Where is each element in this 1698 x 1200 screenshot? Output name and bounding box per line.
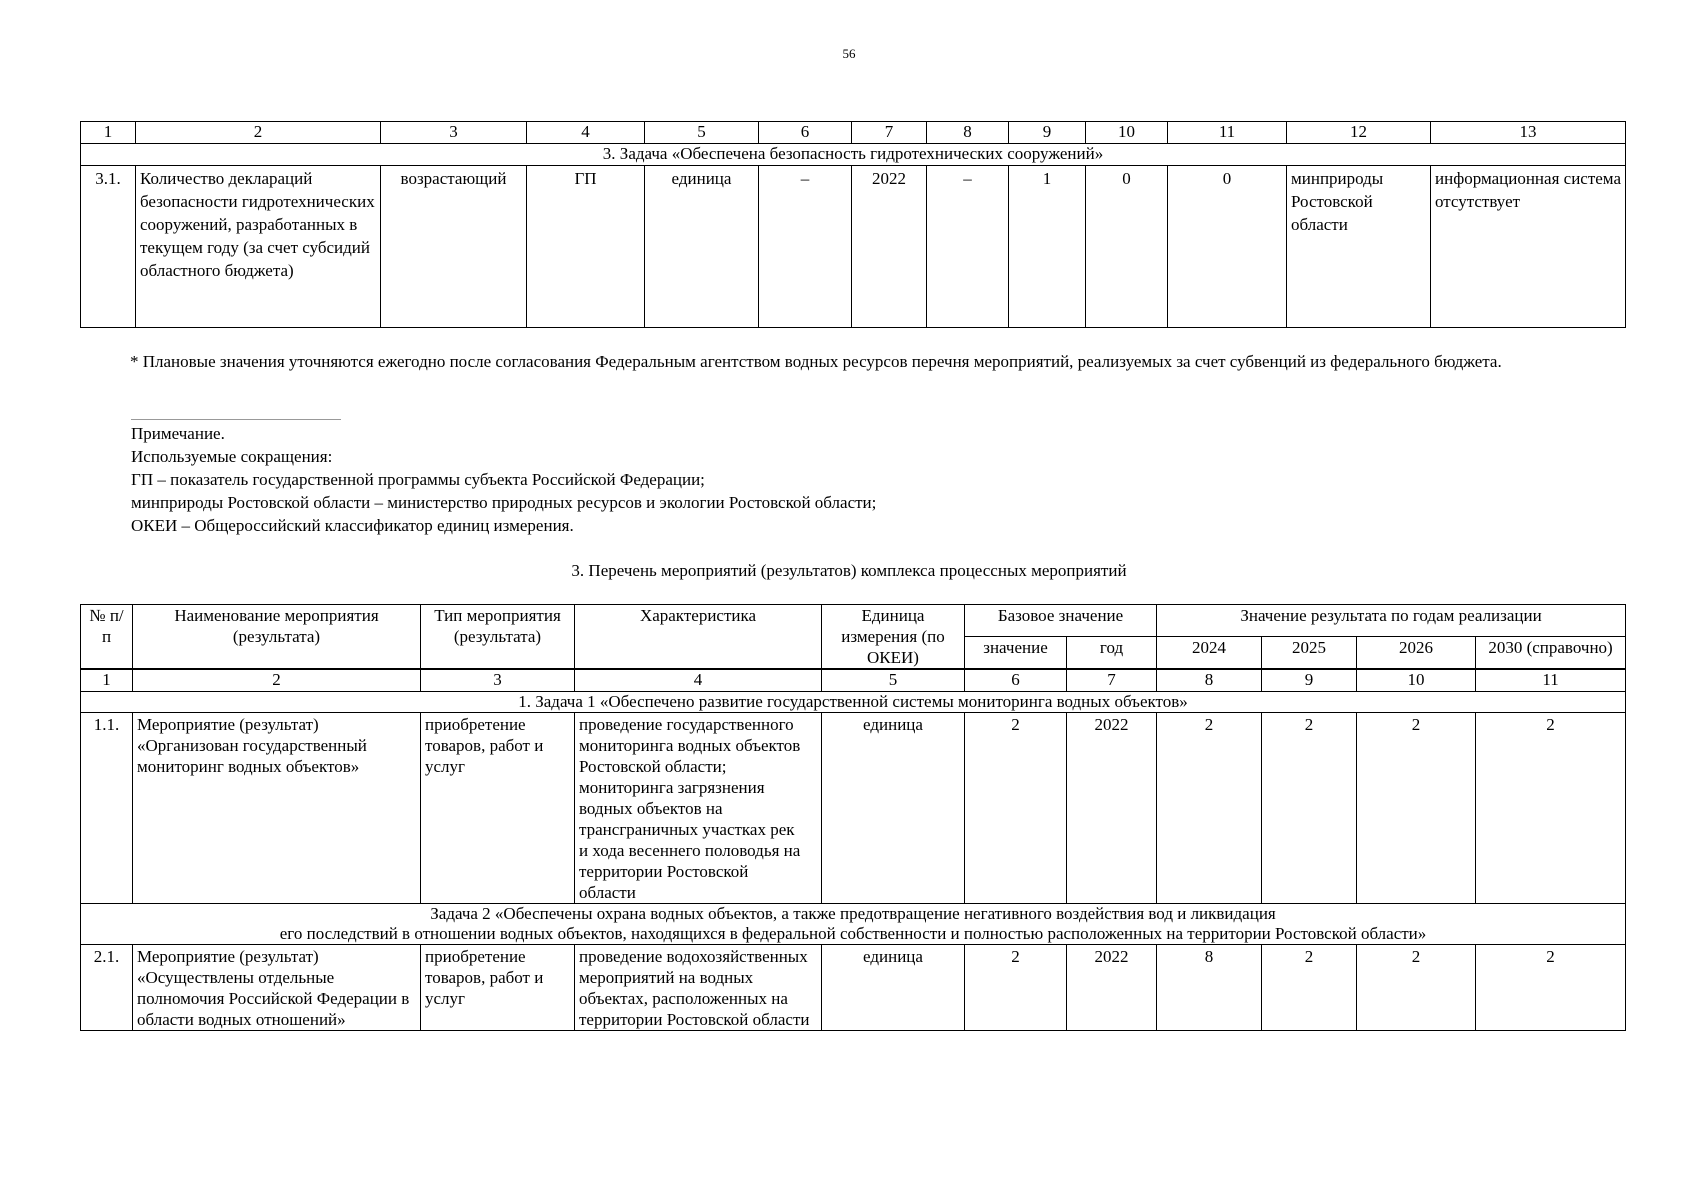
note-title: Примечание.	[131, 424, 225, 443]
activity-unit: единица	[822, 713, 965, 904]
indicator-name: Количество деклараций безопасности гидротехнических сооружений, разработанных в текущем году (за счет субсидий областного бюджета)	[136, 166, 381, 328]
base-value: 2	[965, 713, 1067, 904]
col-number: 4	[527, 122, 645, 144]
header-base-year: год	[1067, 636, 1157, 669]
task-heading-line: его последствий в отношении водных объектов, находящихся в федеральной собственности и полностью расположенных на территории Ростовской области»	[279, 924, 1427, 943]
col-number: 7	[852, 122, 927, 144]
col-number: 3	[381, 122, 527, 144]
activities-table	[80, 604, 1626, 1031]
header-year: 2030 (справочно)	[1476, 636, 1626, 669]
col-number: 11	[1476, 669, 1626, 692]
header-base-value: значение	[965, 636, 1067, 669]
task-heading-line: Задача 2 «Обеспечены охрана водных объектов, а также предотвращение негативного воздействия вод и ликвидация	[430, 904, 1276, 923]
activity-type: приобретение товаров, работ и услуг	[421, 713, 575, 904]
col-number: 1	[81, 122, 136, 144]
task-row	[81, 692, 1626, 713]
activity-type: приобретение товаров, работ и услуг	[421, 945, 575, 1031]
table-row	[81, 945, 1626, 1031]
header-type: Тип мероприятия (результата)	[421, 605, 575, 670]
year-value: 2	[1262, 713, 1357, 904]
note-line: ГП – показатель государственной программы субъекта Российской Федерации;	[131, 470, 705, 489]
cell-value: 2022	[852, 166, 927, 328]
col-number: 9	[1262, 669, 1357, 692]
header-name: Наименование мероприятия (результата)	[133, 605, 421, 670]
header-years-group: Значение результата по годам реализации	[1157, 605, 1626, 637]
footnote	[80, 351, 1625, 373]
indicator-trend: возрастающий	[381, 166, 527, 328]
col-number: 3	[421, 669, 575, 692]
header-year: 2024	[1157, 636, 1262, 669]
col-number: 2	[133, 669, 421, 692]
header-unit: Единица измерения (по ОКЕИ)	[822, 605, 965, 670]
section-row	[81, 144, 1626, 166]
col-number: 10	[1357, 669, 1476, 692]
col-number: 1	[81, 669, 133, 692]
indicator-unit: единица	[645, 166, 759, 328]
col-number: 8	[927, 122, 1009, 144]
col-number: 12	[1287, 122, 1431, 144]
col-number: 2	[136, 122, 381, 144]
col-number: 13	[1431, 122, 1626, 144]
header-year: 2025	[1262, 636, 1357, 669]
column-numbers-row	[81, 122, 1626, 144]
col-number: 6	[965, 669, 1067, 692]
responsible-body: минприроды Ростовской области	[1287, 166, 1431, 328]
row-number: 2.1.	[81, 945, 133, 1031]
section-title: 3. Перечень мероприятий (результатов) комплекса процессных мероприятий	[571, 561, 1127, 580]
header-characteristic: Характеристика	[575, 605, 822, 670]
col-number: 5	[822, 669, 965, 692]
column-numbers-row	[81, 669, 1626, 692]
col-number: 7	[1067, 669, 1157, 692]
year-value: 2	[1157, 713, 1262, 904]
col-number: 10	[1086, 122, 1168, 144]
activity-characteristic: проведение государственного мониторинга водных объектов Ростовской области; мониторинга загрязнения водных объектов на трансграничных участках рек и хода весеннего половодья на территории Ростовской области	[575, 713, 822, 904]
year-value: 2	[1357, 945, 1476, 1031]
col-number: 8	[1157, 669, 1262, 692]
cell-value: –	[927, 166, 1009, 328]
activity-name: Мероприятие (результат) «Осуществлены отдельные полномочия Российской Федерации в области водных отношений»	[133, 945, 421, 1031]
base-year: 2022	[1067, 945, 1157, 1031]
col-number: 11	[1168, 122, 1287, 144]
year-value: 8	[1157, 945, 1262, 1031]
activity-unit: единица	[822, 945, 965, 1031]
task-heading: 1. Задача 1 «Обеспечено развитие государственной системы мониторинга водных объектов»	[81, 692, 1626, 713]
row-number: 3.1.	[81, 166, 136, 328]
year-value: 2	[1476, 945, 1626, 1031]
separator-line	[131, 419, 341, 420]
header-year: 2026	[1357, 636, 1476, 669]
indicator-level: ГП	[527, 166, 645, 328]
note-block	[131, 422, 876, 537]
page-number: 56	[842, 46, 856, 61]
header-row	[81, 605, 1626, 637]
header-base: Базовое значение	[965, 605, 1157, 637]
cell-value: 1	[1009, 166, 1086, 328]
note-line: Используемые сокращения:	[131, 447, 333, 466]
footnote-text: * Плановые значения уточняются ежегодно после согласования Федеральным агентством водных ресурсов перечня мероприятий, реализуемых за счет субвенций из федерального бюджета.	[130, 352, 1502, 371]
task-heading	[81, 904, 1626, 945]
indicators-table	[80, 121, 1626, 328]
info-system: информационная система отсутствует	[1431, 166, 1626, 328]
cell-value: 0	[1086, 166, 1168, 328]
col-number: 6	[759, 122, 852, 144]
task-row	[81, 904, 1626, 945]
cell-value: –	[759, 166, 852, 328]
base-value: 2	[965, 945, 1067, 1031]
table-row	[81, 713, 1626, 904]
col-number: 4	[575, 669, 822, 692]
note-line: ОКЕИ – Общероссийский классификатор единиц измерения.	[131, 516, 574, 535]
year-value: 2	[1262, 945, 1357, 1031]
table-row	[81, 166, 1626, 328]
year-value: 2	[1357, 713, 1476, 904]
header-num: № п/п	[81, 605, 133, 670]
col-number: 9	[1009, 122, 1086, 144]
activity-name: Мероприятие (результат) «Организован государственный мониторинг водных объектов»	[133, 713, 421, 904]
base-year: 2022	[1067, 713, 1157, 904]
section-heading: 3. Задача «Обеспечена безопасность гидротехнических сооружений»	[81, 144, 1626, 166]
col-number: 5	[645, 122, 759, 144]
cell-value: 0	[1168, 166, 1287, 328]
note-line: минприроды Ростовской области – министерство природных ресурсов и экологии Ростовской области;	[131, 493, 877, 512]
activity-characteristic: проведение водохозяйственных мероприятий на водных объектах, расположенных на территории Ростовской области	[575, 945, 822, 1031]
year-value: 2	[1476, 713, 1626, 904]
row-number: 1.1.	[81, 713, 133, 904]
